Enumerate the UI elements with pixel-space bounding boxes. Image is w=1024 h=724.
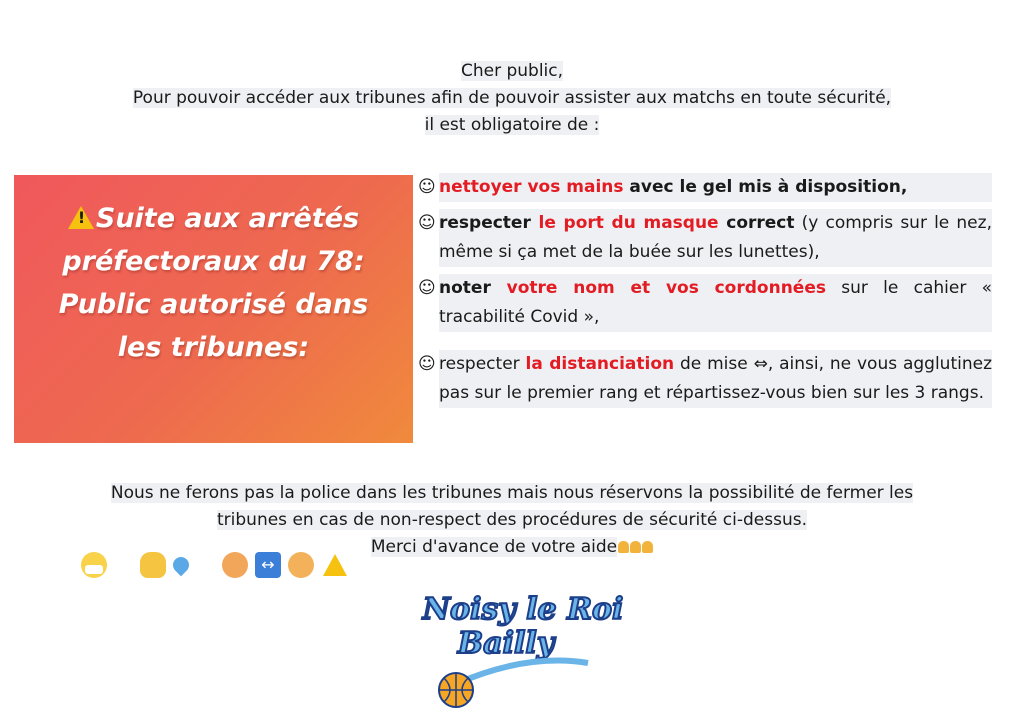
rule-text (439, 274, 992, 332)
rules-list (418, 173, 992, 415)
rule-bold: respecter (439, 213, 539, 233)
rule-item (418, 274, 992, 332)
intro-line: il est obligatoire de : (424, 115, 600, 135)
separator: / (118, 551, 128, 579)
smiley-icon: ☺ (418, 213, 436, 233)
praying-hands-icon (630, 541, 641, 553)
outro-block (0, 480, 1024, 561)
logo-line: Noisy le Roi (422, 592, 624, 627)
club-logo (418, 583, 628, 713)
covid-banner (14, 175, 413, 579)
rule-text (439, 173, 992, 202)
rule-emphasis: votre nom et vos cordonnées (506, 278, 826, 298)
rule-plain: respecter (439, 354, 526, 374)
intro-block (0, 58, 1024, 139)
rule-plain: , ainsi, ne vous agglutinez pas sur le premier rang et répartissez-vous bien sur les 3 rangs. (439, 354, 992, 403)
rule-plain: (y compris sur le nez, même si ça met de la buée sur les lunettes), (439, 213, 992, 262)
intro-line: Pour pouvoir accéder aux tribunes afin de pouvoir assister aux matchs en toute sécurité, (132, 88, 892, 108)
rule-bold: correct (718, 213, 795, 233)
outro-line: Nous ne ferons pas la police dans les tribunes mais nous réservons la possibilité de fermer les (110, 483, 914, 503)
rule-item (418, 209, 992, 267)
separator: / (201, 551, 210, 579)
rule-emphasis: nettoyer vos mains (439, 177, 624, 197)
logo-line: Bailly (457, 626, 555, 661)
rule-plain: de mise (674, 354, 754, 374)
left-right-arrow-icon: ⇔ (753, 354, 768, 374)
smiley-icon: ☺ (418, 177, 436, 197)
rule-text (439, 209, 992, 267)
smiley-icon: ☺ (418, 278, 436, 298)
outro-line: Merci d'avance de votre aide (370, 537, 618, 557)
praying-hands-icon (618, 541, 629, 553)
rule-emphasis: la distanciation (525, 354, 675, 374)
basketball-icon (439, 673, 473, 707)
rule-plain: sur le cahier « tracabilité Covid », (439, 278, 992, 327)
greeting: Cher public, (460, 61, 564, 81)
rule-item (418, 350, 992, 408)
rule-bold: noter (439, 278, 507, 298)
banner-line: Suite aux arrêtés (95, 203, 360, 234)
banner-text (14, 197, 413, 369)
logo-swoosh (458, 661, 588, 684)
banner-line: les tribunes: (117, 332, 310, 363)
warning-icon (68, 206, 94, 229)
rule-text (439, 350, 992, 408)
rule-emphasis: le port du masque (538, 213, 719, 233)
rule-bold: avec le gel mis à disposition, (623, 177, 908, 197)
left-right-arrow-icon: ↔ (255, 552, 281, 578)
banner-line: préfectoraux du 78: (62, 246, 365, 277)
outro-line: tribunes en cas de non-respect des procédures de sécurité ci-dessus. (217, 510, 807, 530)
smiley-icon: ☺ (418, 354, 436, 374)
banner-line: Public autorisé dans (58, 289, 369, 320)
praying-hands-icon (642, 541, 653, 553)
rule-item (418, 173, 992, 202)
